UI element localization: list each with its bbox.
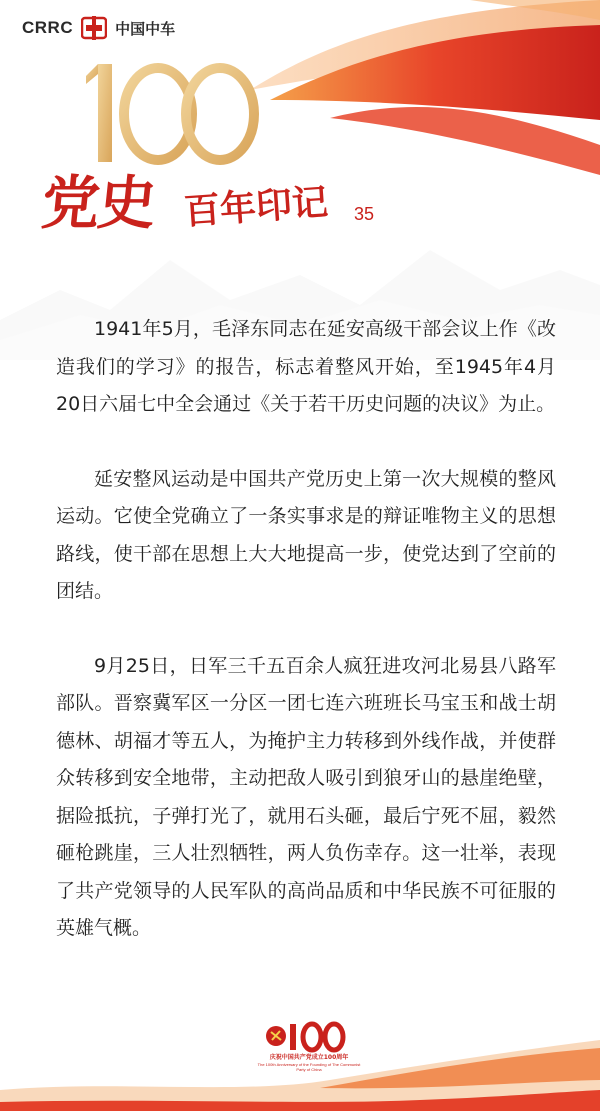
brand-name-cn: 中国中车 bbox=[115, 19, 176, 38]
title-main: 党史 bbox=[38, 169, 158, 237]
brand-logo bbox=[22, 12, 175, 44]
paragraph-2: 延安整风运动是中国共产党历史上第一次大规模的整风运动。它使全党确立了一条实事求是的辩证唯物主义的思想路线，使干部在思想上大大地提高一步，使党达到了空前的团结。 bbox=[56, 467, 556, 602]
brand-name-en: CRRC bbox=[22, 18, 74, 37]
paragraph-1: 1941年5月，毛泽东同志在延安高级干部会议上作《改造我们的学习》的报告，标志着整风开始，至1945年4月20日六届七中全会通过《关于若干历史问题的决议》为止。 bbox=[56, 318, 556, 415]
crrc-emblem-icon bbox=[81, 16, 107, 40]
issue-number: 35 bbox=[354, 204, 375, 224]
footer-caption: 庆祝中国共产党成立100周年 bbox=[269, 1054, 349, 1061]
footer-caption-en: The 100th Anniversary of the Founding of The Communist Party of China bbox=[257, 1062, 361, 1072]
paragraph-3: 9月25日，日军三千五百余人疯狂进攻河北易县八路军部队。晋察冀军区一分区一团七连六班班长马宝玉和战士胡德林、胡福才等五人，为掩护主力转移到外线作战，并使群众转移到安全地带，主动把敌人吸引到狼牙山的悬崖绝壁，据险抵抗，子弹打光了，就用石头砸，最后宁死不屈，毅然砸枪跳崖，三人壮烈牺牲，两人负伤幸存。这一壮举，表现了共产党领导的人民军队的高尚品质和中华民族不可征服的英雄气概。 bbox=[56, 654, 556, 939]
article-body bbox=[56, 311, 556, 948]
anniversary-100-graphic bbox=[80, 62, 270, 172]
title-sub: 百年印记 bbox=[182, 181, 330, 233]
